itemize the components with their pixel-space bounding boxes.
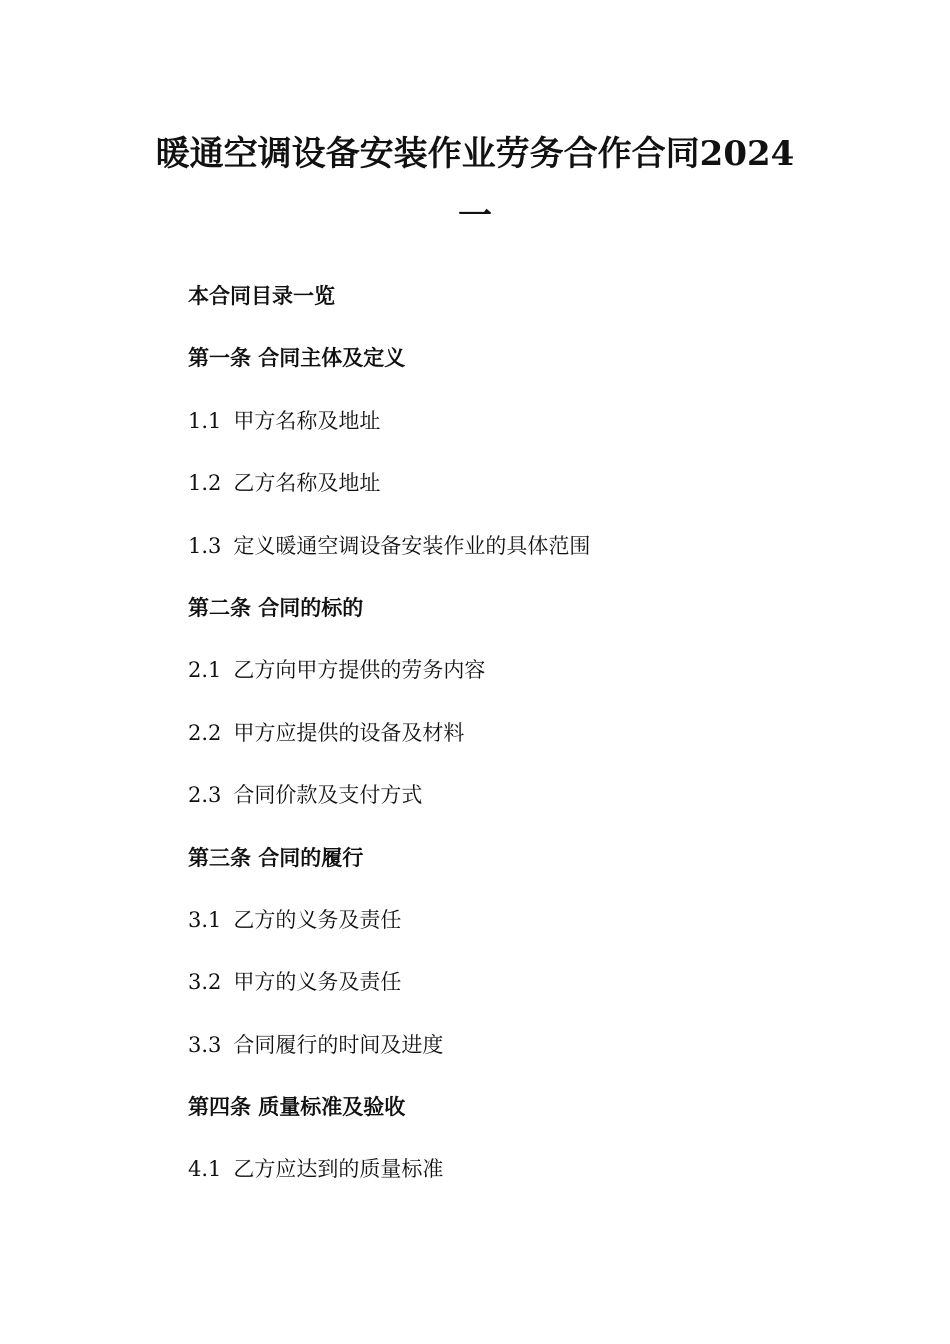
toc-item-text: 乙方名称及地址	[233, 471, 381, 496]
toc-item-number: 2.1	[188, 658, 222, 683]
toc-article-2: 第二条 合同的标的	[188, 594, 364, 620]
toc-item-4-1	[188, 1153, 868, 1215]
toc-item-1-2	[188, 467, 868, 529]
toc-item-3-3	[188, 1029, 868, 1091]
toc-item-text: 乙方应达到的质量标准	[233, 1157, 444, 1182]
toc-item-text: 乙方的义务及责任	[233, 907, 402, 932]
toc-item-text: 定义暖通空调设备安装作业的具体范围	[233, 533, 591, 558]
toc-item-number: 4.1	[188, 1157, 222, 1182]
toc-item-number: 1.1	[188, 408, 222, 433]
toc-item-2-2	[188, 717, 868, 779]
toc-item-text: 合同履行的时间及进度	[233, 1032, 444, 1057]
toc-item-number: 1.3	[188, 533, 222, 558]
toc-item-number: 2.3	[188, 783, 222, 808]
toc-item-number: 3.3	[188, 1032, 222, 1057]
toc-item-text: 甲方的义务及责任	[233, 970, 402, 995]
table-of-contents	[188, 280, 868, 1216]
document-title-line1: 暖通空调设备安装作业劳务合作合同2024	[155, 134, 795, 174]
toc-item-2-1	[188, 654, 868, 716]
toc-item-text: 合同价款及支付方式	[233, 783, 423, 808]
toc-item-2-3	[188, 779, 868, 841]
toc-item-number: 3.2	[188, 970, 222, 995]
toc-item-1-3	[188, 530, 868, 592]
toc-item-number: 2.2	[188, 720, 222, 745]
toc-article-3: 第三条 合同的履行	[188, 844, 364, 870]
toc-item-text: 乙方向甲方提供的劳务内容	[233, 658, 486, 683]
document-title-line2: 一	[458, 196, 492, 236]
toc-item-3-1	[188, 904, 868, 966]
toc-item-number: 1.2	[188, 471, 222, 496]
toc-article-1: 第一条 合同主体及定义	[188, 345, 406, 371]
toc-item-text: 甲方名称及地址	[233, 408, 381, 433]
toc-item-text: 甲方应提供的设备及材料	[233, 720, 465, 745]
toc-article-4: 第四条 质量标准及验收	[188, 1094, 406, 1120]
toc-heading: 本合同目录一览	[188, 283, 335, 308]
toc-item-3-2	[188, 966, 868, 1028]
toc-item-number: 3.1	[188, 907, 222, 932]
toc-item-1-1	[188, 405, 868, 467]
